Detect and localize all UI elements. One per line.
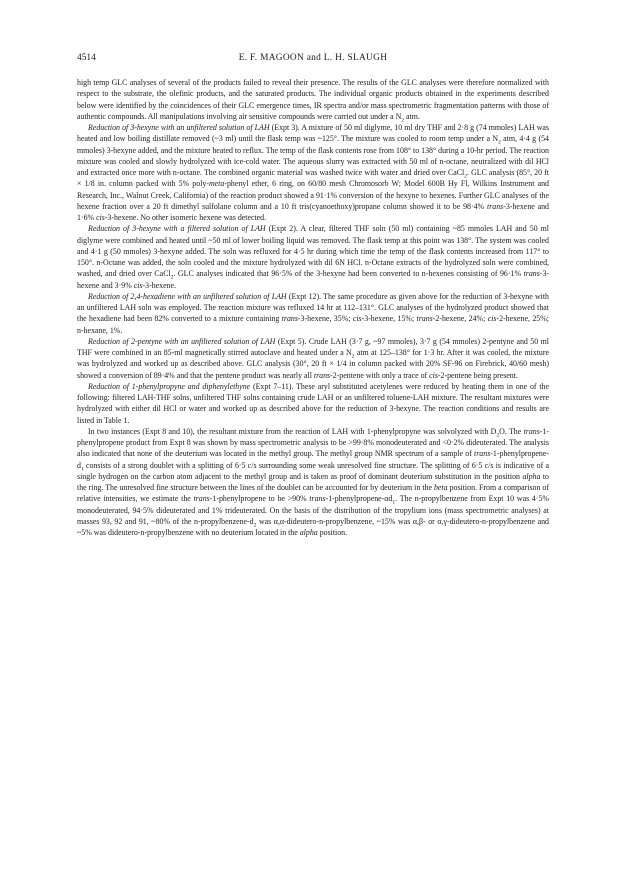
text-run: -phenyl ether, 6 ring, on 60/80 mesh Chromosorb W; Model 600B Hy Fl, Wilkins Instrument and Research, Inc., Walnut Creek, California) of the reaction product showed a 91·1% conversion of the hexyne to hexenes. Further GLC analyses of the hexene fraction over a 20 ft dimethyl sulfolane column and a 10 ft tris(cyanoethoxy)propane column showed it to be 98·4%	[77, 179, 549, 211]
subscript: 2	[170, 274, 174, 281]
italic-run: trans	[486, 201, 504, 211]
italic-run: trans	[193, 494, 210, 504]
text-run: in column packed with 20% SF-96 on Firebrick, 40/60 mesh) showed a conversion of 89·4% and that the pentene product was nearly all	[77, 359, 549, 380]
paragraph	[77, 223, 549, 291]
fraction: 1/4	[336, 359, 347, 369]
italic-run: Reduction of 3-hexyne with a filtered solution of LAH	[88, 224, 266, 234]
text-run: -1-phenylpropene to be >90%	[209, 494, 310, 504]
text-run: -2-hexene, 24%;	[432, 314, 488, 324]
text-run: In two instances (Expt 8 and 10), the resultant mixture from the reaction of LAH with 1-phenylpropyne was solvolyzed with D	[88, 426, 497, 436]
text-run: (Expt 12). The same procedure as given above for the reduction of 3-hexyne with an unfiltered LAH soln was employed. The reaction mixture was refluxed 14 hr at 112–131°. GLC analyses of the hydrolyzed product showed that the hexadiene had been 82% converted to a mixture containing	[77, 291, 549, 324]
paragraph	[77, 426, 549, 539]
italic-run: trans	[474, 449, 491, 459]
fraction: 1/8	[84, 179, 95, 189]
italic-run: Reduction of 3-hexyne with an unfiltered solution of LAH	[88, 123, 270, 132]
text-run: O. The	[499, 426, 524, 436]
text-run: consists of a strong doublet with a splitting of 6·5 c/s surrounding some weak unresolved fine structure. The splitting of 6·5 c/s is indicative of a single hydrogen on the carbon atom adjacent to the methyl group and is taken as proof of dominant deuterium substitution in the position	[77, 460, 549, 481]
italic-run: trans	[309, 494, 326, 504]
subscript: 1	[80, 466, 84, 473]
text-run: . The n-propylbenzene from Expt 10 was 4·5% monodeuterated, 94·5% dideuterated and 1% trideuterated. On the basis of the distribution of the tropylium ions (mass spectrometric analyses) at masses 93, 92 and 91, ~80% of the n-propylbenzene-d	[77, 494, 549, 526]
italic-run: trans	[523, 269, 540, 279]
italic-run: cis	[96, 213, 105, 222]
text-run: -2-pentene with only a trace of	[330, 370, 430, 380]
subscript: 2	[496, 432, 500, 439]
paragraph	[77, 122, 549, 223]
text-run: -3-hexene and 3·9%	[77, 269, 550, 290]
text-run: -3-hexene and 1·6%	[77, 201, 549, 222]
text-run: atm, 4·4 g (54 mmoles) 3-hexyne added, and the mixture heated to reflux. The temp of the flask contents rose from 108° to 138° during a 10-hr period. The reaction mixture was cooled and slowly hydrolyzed with ice-cold water. The aqueous slurry was extracted with 50 ml of n-octane, neutralized with dil HCl and extracted once more with n-octane. The combined organic material was washed twice with water and dried over CaCl	[77, 134, 549, 177]
subscript: 1	[392, 499, 396, 506]
text-run: high temp GLC analyses of several of the products failed to reveal their presence. The results of the GLC analyses were therefore normalized with respect to the substrate, the olefinic products, and the saturated products. The individual organic products obtained in the experiments described below were identified by the coincidences of their GLC emergence times, IR spectra and/or mass spectrometric fragmentation patterns with those of authentic compounds. All manipulations involving air sensitive compounds were carried out under a N	[77, 78, 549, 121]
italic-run: trans	[523, 426, 540, 436]
italic-run: trans	[281, 314, 298, 324]
text-run: atm at 125–138° for 1·3 hr. After it was cooled, the mixture was hydrolyzed and worked up as described above. GLC analysis (30°, 20 ft ×	[77, 348, 549, 369]
text-run: . GLC analyses indicated that 96·5% of the 3-hexyne had been converted to n-hexenes consisting of 96·1%	[173, 269, 524, 279]
running-head-authors: E. F. MAGOON and L. H. SLAUGH	[238, 53, 388, 63]
text-run: -3-hexene.	[142, 280, 177, 290]
text-run: -3-hexene. No other isomeric hexene was detected.	[104, 213, 267, 222]
text-run: (Expt 3). A mixture of 50 ml diglyme, 10 ml dry THF and 2·8 g (74 mmoles) LAH was heated and low boiling distillate removed (~3 ml) until the flask temp was ~125°. The mixture was cooled to room temp under a N	[77, 123, 550, 144]
article-body	[77, 77, 549, 538]
text-run: position. From a comparison of relative intensities, we estimate the	[77, 483, 549, 504]
italic-run: beta	[433, 483, 448, 492]
paragraph	[77, 381, 549, 426]
italic-run: cis	[133, 280, 143, 290]
text-run: (Expt 5). Crude LAH (3·7 g, ~97 mmoles), 3·7 g (54 mmoles) 2-pentyne and 50 ml THF were combined in an 85-ml magnetically stirred autoclave and heated under a N	[77, 336, 549, 357]
italic-run: alpha	[299, 528, 318, 537]
italic-run: Reduction of 2-pentyne with an unfiltered solution of LAH	[88, 336, 276, 346]
text-run: -3-hexene, 35%;	[297, 314, 353, 324]
italic-run: cis	[352, 314, 362, 324]
italic-run: trans	[416, 314, 433, 324]
text-run: atm.	[404, 111, 420, 121]
paragraph	[77, 77, 549, 122]
text-run: was α,α-dideutero-n-propylbenzene, ~15% was α,β- or α,γ-dideutero-n-propylbenzene and ~5% was dideutero-n-propylbenzene with no deuterium located in the	[77, 516, 549, 537]
italic-run: meta	[208, 179, 225, 189]
paragraph	[77, 336, 549, 381]
italic-run: cis	[487, 314, 497, 324]
subscript: 2	[464, 173, 467, 180]
text-run: -3-hexene, 15%;	[361, 314, 417, 324]
text-run: (Expt 7–11). These aryl substituted acetylenes were reduced by heating them in one of the following: filtered LAH-THF solns, unfiltered THF solns containing crude LAH or an unfiltered toluene-LAH mixture. The resultant mixtures were hydrolyzed with either dil HCl or water and worked up as described above for the reduction of 3-hexyne. The reaction conditions and results are listed in Table 1.	[77, 381, 549, 425]
subscript: 2	[498, 139, 501, 146]
page-number: 4514	[77, 53, 96, 63]
text-run: . GLC analysis (85°, 20 ft ×	[77, 168, 549, 189]
italic-run: trans	[313, 370, 331, 380]
italic-run: Reduction of 2,4-hexadiene with an unfiltered solution of LAH	[88, 291, 287, 301]
running-header	[77, 50, 549, 66]
text-run: -2-hexene, 25%; n-hexane, 1%.	[77, 314, 549, 335]
text-run: (Expt 2). A clear, filtered THF soln (50 ml) containing ~85 mmoles LAH and 50 ml diglyme were combined and heated until ~50 ml of lower boiling liquid was removed. The flask temp at this point was 138°. The system was cooled and 4·1 g (50 mmoles) 3-hexyne added. The soln was refluxed for 4·5 hr during which time the temp of the flask contents increased from 117° to 150°. n-Octane was added, the soln cooled and the mixture hydrolyzed with dil 6N HCl. n-Octane extracts of the hydrolyzed soln were combined, washed, and dried over CaCl	[77, 224, 549, 279]
text-run: -2-pentene being present.	[437, 370, 518, 380]
italic-run: alpha	[522, 471, 541, 481]
text-run: position.	[317, 528, 348, 537]
subscript: 2	[253, 522, 257, 529]
text-run: -1-phenylpropene product from Expt 8 was shown by mass spectrometric analysis to be >99·8% monodeuterated and <0·2% dideuterated. The analysis also indicated that none of the deuterium was located in the methyl group. The methyl group NMR spectrum of a sample of	[77, 426, 549, 459]
italic-run: Reduction of 1-phenylpropyne and diphenylethyne	[88, 381, 251, 391]
subscript: 2	[351, 353, 355, 360]
text-run: -1-phenylpropene-αd	[325, 494, 393, 504]
paragraph	[77, 291, 549, 336]
text-run: in. column packed with 5% poly-	[94, 179, 209, 189]
text-run: -1-phenylpropene-d	[77, 449, 549, 470]
text-run: to the ring. The unresolved fine structure between the lines of the doublet can be accounted for by deuterium in the	[77, 471, 549, 492]
italic-run: cis	[429, 370, 438, 380]
subscript: 2	[401, 117, 405, 124]
